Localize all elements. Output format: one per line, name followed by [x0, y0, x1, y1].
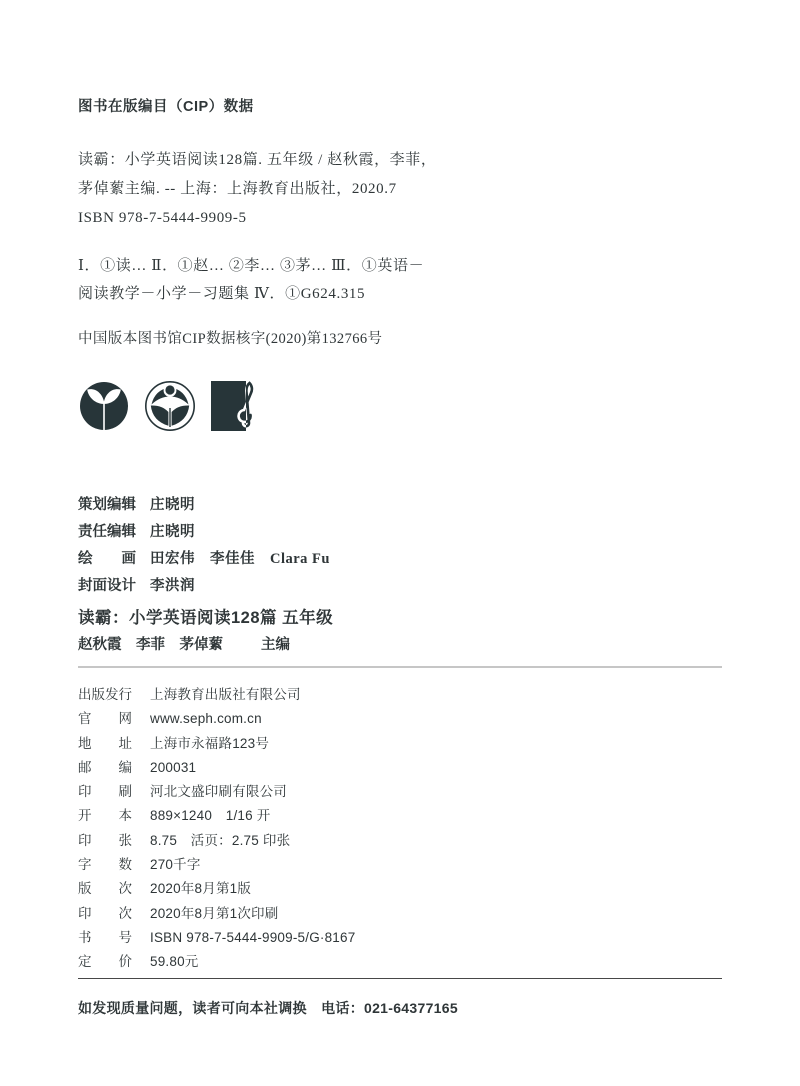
- classification-line-2: 阅读教学－小学－习题集 Ⅳ．①G624.315: [78, 286, 366, 302]
- pub-label: 印刷: [78, 784, 132, 800]
- pub-label: 邮编: [78, 759, 132, 775]
- pub-label: 开本: [78, 808, 132, 824]
- pub-label: 书号: [78, 929, 132, 945]
- pub-label: 印次: [78, 905, 132, 921]
- pub-row-price: [78, 950, 722, 974]
- pub-row-publisher: [78, 683, 722, 707]
- pub-label: 印张: [78, 832, 132, 848]
- credit-row-planning-editor: [78, 492, 722, 519]
- credit-value: 田宏伟 李佳佳 Clara Fu: [150, 551, 330, 567]
- sprout-circle-logo-icon: [78, 380, 130, 432]
- pub-label: 定价: [78, 954, 132, 970]
- divider-light: [78, 666, 722, 668]
- cip-heading: 图书在版编目（CIP）数据: [78, 99, 254, 115]
- flower-book-circle-logo-icon: [144, 380, 196, 432]
- treble-clef-block-logo-icon: [210, 380, 268, 432]
- pub-label: 地址: [78, 735, 132, 751]
- pub-value: 8.75 活页：2.75 印张: [150, 832, 291, 848]
- credit-row-responsible-editor: [78, 519, 722, 546]
- isbn-line: ISBN 978-7-5444-9909-5: [78, 210, 247, 226]
- pub-value: 889×1240 1/16 开: [150, 808, 271, 824]
- credit-label: 责任编辑: [78, 524, 136, 540]
- pub-value: ISBN 978-7-5444-9909-5/G·8167: [150, 929, 356, 945]
- pub-value: 200031: [150, 759, 197, 775]
- authors-names: 赵秋霞 李菲 茅倬蕠: [78, 637, 223, 653]
- cip-line-2: 茅倬蕠主编. -- 上海：上海教育出版社，2020.7: [78, 181, 397, 197]
- pub-row-book-number: [78, 926, 722, 950]
- credit-row-cover-design: [78, 573, 722, 600]
- credits-block: [78, 492, 722, 600]
- pub-value: 上海教育出版社有限公司: [150, 687, 301, 702]
- pub-label: 出版发行: [78, 687, 132, 702]
- authors-line: [78, 635, 722, 656]
- pub-value: 59.80元: [150, 954, 199, 970]
- credit-value: 李洪润: [150, 578, 195, 594]
- credit-label: 绘画: [78, 551, 136, 567]
- pub-value: 270千字: [150, 857, 201, 873]
- pub-row-printing: [78, 902, 722, 926]
- pub-row-edition: [78, 877, 722, 901]
- cip-description-block: [78, 146, 722, 233]
- classification-block: [78, 252, 722, 308]
- pub-value: 2020年8月第1版: [150, 881, 252, 897]
- publisher-logo-row: [78, 380, 722, 432]
- publication-info-list: [78, 683, 722, 975]
- pub-value: 河北文盛印刷有限公司: [150, 784, 287, 800]
- pub-row-printer: [78, 780, 722, 804]
- pub-label: 字数: [78, 857, 132, 873]
- credit-value: 庄晓明: [150, 497, 195, 513]
- credit-label: 策划编辑: [78, 497, 136, 513]
- credit-value: 庄晓明: [150, 524, 195, 540]
- classification-line-1: Ⅰ．①读… Ⅱ．①赵… ②李… ③茅… Ⅲ．①英语－: [78, 258, 425, 274]
- pub-row-format: [78, 804, 722, 828]
- authors-role: 主编: [261, 637, 290, 653]
- pub-row-sheets: [78, 829, 722, 853]
- credit-row-illustration: [78, 546, 722, 573]
- pub-row-website: [78, 707, 722, 731]
- pub-row-postcode: [78, 756, 722, 780]
- divider-dark: [78, 978, 722, 980]
- cip-line-1: 读霸：小学英语阅读128篇. 五年级 / 赵秋霞，李菲，: [78, 152, 437, 168]
- pub-value: 上海市永福路123号: [150, 735, 270, 751]
- pub-label: 官网: [78, 711, 132, 727]
- credit-label: 封面设计: [78, 578, 136, 594]
- pub-value: www.seph.com.cn: [150, 711, 262, 727]
- pub-value: 2020年8月第1次印刷: [150, 905, 279, 921]
- quality-notice: 如发现质量问题，读者可向本社调换 电话：021-64377165: [78, 1000, 458, 1017]
- pub-row-address: [78, 732, 722, 756]
- cip-record-number: 中国版本图书馆CIP数据核字(2020)第132766号: [78, 331, 383, 347]
- pub-label: 版次: [78, 881, 132, 897]
- pub-row-wordcount: [78, 853, 722, 877]
- book-title: 读霸：小学英语阅读128篇 五年级: [78, 609, 334, 627]
